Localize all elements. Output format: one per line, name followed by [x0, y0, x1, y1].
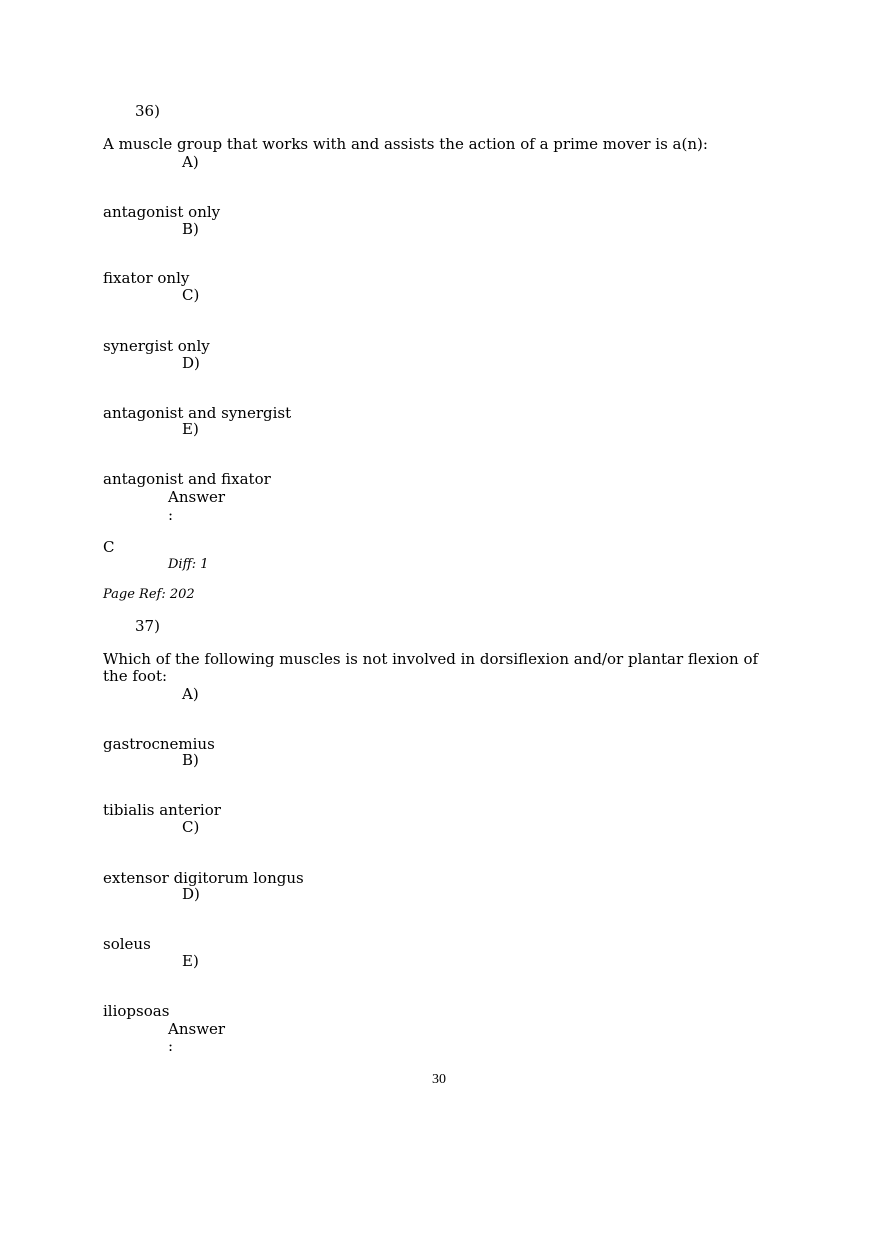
option-letter: B): [182, 751, 199, 769]
option-text: soleus: [103, 935, 151, 953]
answer-colon: :: [168, 1037, 174, 1055]
option-letter: C): [182, 286, 200, 304]
option-letter: E): [182, 420, 199, 438]
option-text: fixator only: [103, 269, 190, 287]
option-text: antagonist only: [103, 203, 221, 221]
answer-label: Answer: [168, 488, 226, 506]
option-text: iliopsoas: [103, 1002, 170, 1020]
difficulty: Diff: 1: [168, 557, 209, 572]
question-text: Which of the following muscles is not involved in dorsiflexion and/or plantar flexion of the foot:: [103, 650, 759, 685]
option-text: extensor digitorum longus: [103, 869, 304, 887]
question-number: 37): [135, 617, 160, 635]
option-text: gastrocnemius: [103, 735, 215, 753]
option-letter: D): [182, 885, 200, 903]
answer-value: C: [103, 538, 115, 556]
option-letter: D): [182, 354, 200, 372]
option-letter: E): [182, 952, 199, 970]
option-text: antagonist and fixator: [103, 470, 271, 488]
option-text: tibialis anterior: [103, 801, 221, 819]
option-letter: B): [182, 220, 199, 238]
page-number: 30: [432, 1072, 446, 1087]
option-letter: A): [182, 153, 199, 171]
answer-label: Answer: [168, 1020, 226, 1038]
option-text: antagonist and synergist: [103, 404, 292, 422]
option-letter: C): [182, 818, 200, 836]
answer-colon: :: [168, 506, 174, 524]
question-text: A muscle group that works with and assists the action of a prime mover is a(n):: [103, 135, 708, 153]
option-letter: A): [182, 685, 199, 703]
page-reference: Page Ref: 202: [103, 587, 195, 602]
option-text: synergist only: [103, 337, 210, 355]
question-number: 36): [135, 102, 160, 120]
